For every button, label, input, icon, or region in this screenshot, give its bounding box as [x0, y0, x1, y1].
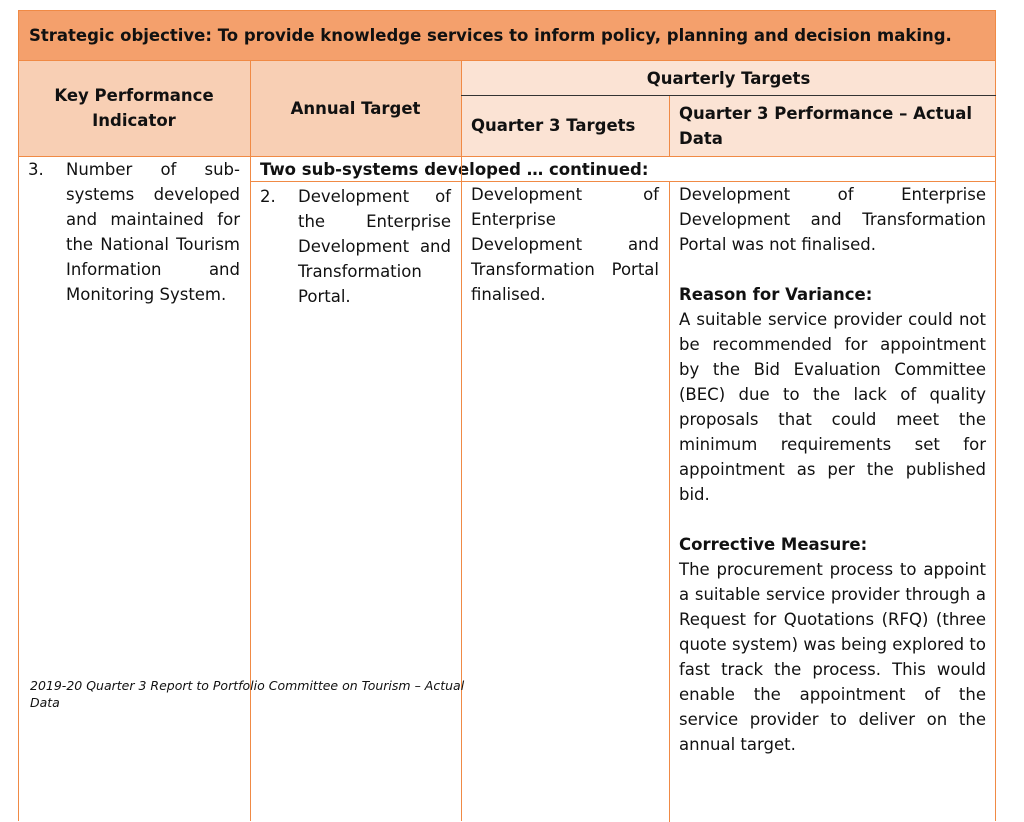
quarterly-targets-header [461, 61, 996, 96]
quarterly-targets-label: Quarterly Targets [646, 69, 811, 88]
q3-target-text: Development of Enterprise Development and Transformation Portal finalised. [471, 185, 659, 304]
annual-target-header-label: Annual Target [290, 98, 421, 118]
variance-text: A suitable service provider could not be recommended for appointment by the Bid Evaluation Committee (BEC) due to the lack of quality proposals that could meet the minimum requirements set for appointment as per the published bid. [679, 310, 986, 504]
annual-target-cell [250, 182, 461, 822]
subsystems-subheading: Two sub-systems developed … continued: [260, 160, 649, 179]
annual-target-list-item [260, 184, 451, 309]
annual-target-column-header [250, 61, 461, 157]
grid-line [461, 95, 996, 96]
grid-line [18, 61, 19, 821]
q3-targets-column-header [461, 96, 669, 157]
grid-line [995, 61, 996, 821]
strategic-objective-title: Strategic objective: To provide knowledge services to inform policy, planning and decision making. [18, 10, 996, 61]
kpi-column-header [18, 61, 250, 157]
kpi-text: Number of sub-systems developed and maintained for the National Tourism Information and Monitoring System. [66, 160, 240, 304]
kpi-list-item [28, 157, 240, 307]
annual-target-number: 2. [260, 187, 276, 206]
corrective-heading: Corrective Measure: [679, 535, 868, 554]
grid-line [669, 182, 670, 822]
corrective-text: The procurement process to appoint a suitable service provider through a Request for Quotations (RFQ) (three quote system) was being explored to fast track the process. This would enable the appointment of the service provider to deliver on the annual target. [679, 560, 986, 754]
performance-text: Development of Enterprise Development and Transformation Portal was not finalised. [679, 185, 986, 254]
grid-line [250, 181, 996, 182]
q3-performance-column-header [669, 96, 996, 157]
kpi-number: 3. [28, 160, 44, 179]
annual-target-text: Development of the Enterprise Development and Transformation Portal. [298, 187, 451, 306]
grid-line [669, 96, 670, 157]
grid-line [18, 156, 996, 157]
kpi-cell [18, 157, 250, 817]
q3-target-cell [461, 182, 669, 822]
q3-targets-header-label: Quarter 3 Targets [471, 116, 636, 136]
q3-performance-cell [669, 182, 996, 822]
kpi-header-label: Key Performance Indicator [54, 86, 214, 130]
report-footer: 2019-20 Quarter 3 Report to Portfolio Committee on Tourism – Actual Data [30, 678, 465, 710]
variance-heading: Reason for Variance: [679, 285, 873, 304]
q3-performance-header-label: Quarter 3 Performance – Actual Data [679, 103, 973, 148]
